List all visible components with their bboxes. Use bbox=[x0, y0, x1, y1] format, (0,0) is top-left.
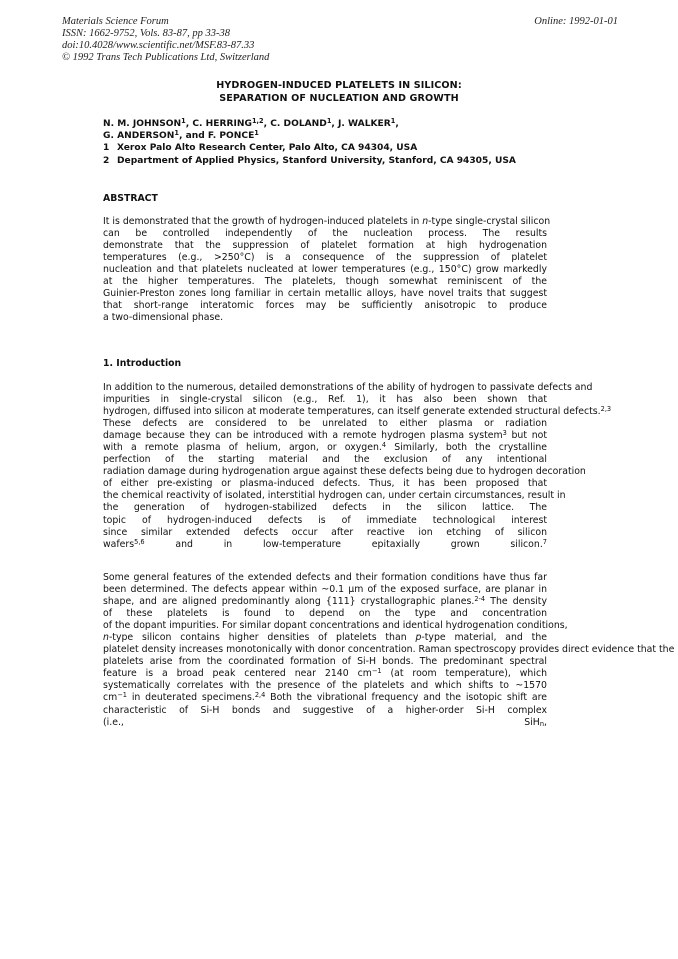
affiliation-2 bbox=[103, 155, 516, 167]
affiliation-number: 2 bbox=[103, 155, 110, 166]
affiliation-text: Department of Applied Physics, Stanford University, Stanford, CA 94305, USA bbox=[117, 155, 516, 166]
doi-line: doi:10.4028/www.scientific.net/MSF.83-87.33 bbox=[62, 40, 255, 51]
author-block bbox=[103, 118, 516, 167]
title-line-1: HYDROGEN-INDUCED PLATELETS IN SILICON: bbox=[216, 80, 462, 91]
author-line-2: G. ANDERSON$^1$, and F. PONCE$^1$ bbox=[103, 129, 259, 142]
publication-metadata bbox=[62, 16, 269, 64]
affiliation-1 bbox=[103, 142, 516, 154]
title-line-2: SEPARATION OF NUCLEATION AND GROWTH bbox=[219, 92, 459, 104]
affiliation-number: 1 bbox=[103, 143, 110, 154]
abstract-text: It is demonstrated that the growth of hydrogen-induced platelets in n-type single-crystal silicon can be controlled independently of the nucleation process. The results demonstrate that the suppression of platelet formation at high hydrogenation temperatures (e.g., >250°C) is a consequence of the suppression of platelet nucleation and that platelets nucleated at lower temperatures (e.g., 150°C) grow markedly at the higher temperatures. The platelets, though somewhat reminiscent of the Guinier-Preston zones long familiar in certain metallic alloys, have novel traits that suggest that short-range interatomic forces may be sufficiently anisotropic to produce a two-dimensional phase. bbox=[103, 216, 551, 324]
author-line-1: N. M. JOHNSON$^1$, C. HERRING$^{1,2}$, C. DOLAND$^1$, J. WALKER$^1$, bbox=[103, 117, 399, 129]
affiliation-text: Xerox Palo Alto Research Center, Palo Alto, CA 94304, USA bbox=[117, 143, 418, 154]
paper-title bbox=[0, 80, 678, 105]
intro-paragraph-1: In addition to the numerous, detailed demonstrations of the ability of hydrogen to passivate defects and impurities in single-crystal silicon (e.g., Ref. 1), it has also been shown that hydrogen, diffused into silicon at moderate temperatures, can itself generate extended structural defects.$^{2,3}$ These defects are considered to be unrelated to either plasma or radiation damage because they can be introduced with a remote hydrogen plasma system$^3$ but not with a remote plasma of helium, argon, or oxygen.$^4$ Similarly, both the crystalline perfection of the starting material and the exclusion of any intentional radiation damage during hydrogenation argue against these defects being due to hydrogen decoration of either pre-existing or plasma-induced defects. Thus, it has been proposed that the chemical reactivity of isolated, interstitial hydrogen can, under certain circumstances, result in the generation of hydrogen-stabilized defects in the silicon lattice. The topic of hydrogen-induced defects is of immediate technological interest since similar extended defects occur after reactive ion etching of silicon wafers$^{5,6}$ and in low-temperature epitaxially grown silicon.$^7$ bbox=[103, 382, 612, 550]
abstract-heading: ABSTRACT bbox=[103, 193, 158, 204]
intro-paragraph-2: Some general features of the extended defects and their formation conditions have thus far been determined. The defects appear within ~0.1 µm of the exposed surface, are planar in shape, and are aligned predominantly along {111} crystallographic planes.$^{2-4}$ The density of these platelets is found to depend on the type and concentration of the dopant impurities. For similar dopant concentrations and identical hydrogenation conditions, n-type silicon contains higher densities of platelets than p-type material, and the platelet density increases monotonically with donor concentration. Raman spectroscopy provides direct evidence that the platelets arise from the coordinated formation of Si-H bonds. The predominant spectral feature is a broad peak centered near 2140 $cm^{-1}$ (at room temperature), which systematically correlates with the presence of the platelets and which shifts to ~1570 $cm^{-1}$ in deuterated specimens.$^{2,4}$ Both the vibrational frequency and the isotopic shift are characteristic of Si-H bonds and suggestive of a higher-order Si-H complex (i.e., SiH$_n$, bbox=[103, 572, 675, 728]
issn-line: ISSN: 1662-9752, Vols. 83-87, pp 33-38 bbox=[62, 28, 230, 39]
section-heading: 1. Introduction bbox=[103, 358, 182, 369]
copyright-line: © 1992 Trans Tech Publications Ltd, Switzerland bbox=[62, 52, 270, 63]
journal-name: Materials Science Forum bbox=[62, 16, 169, 27]
online-date: Online: 1992-01-01 bbox=[534, 16, 618, 27]
